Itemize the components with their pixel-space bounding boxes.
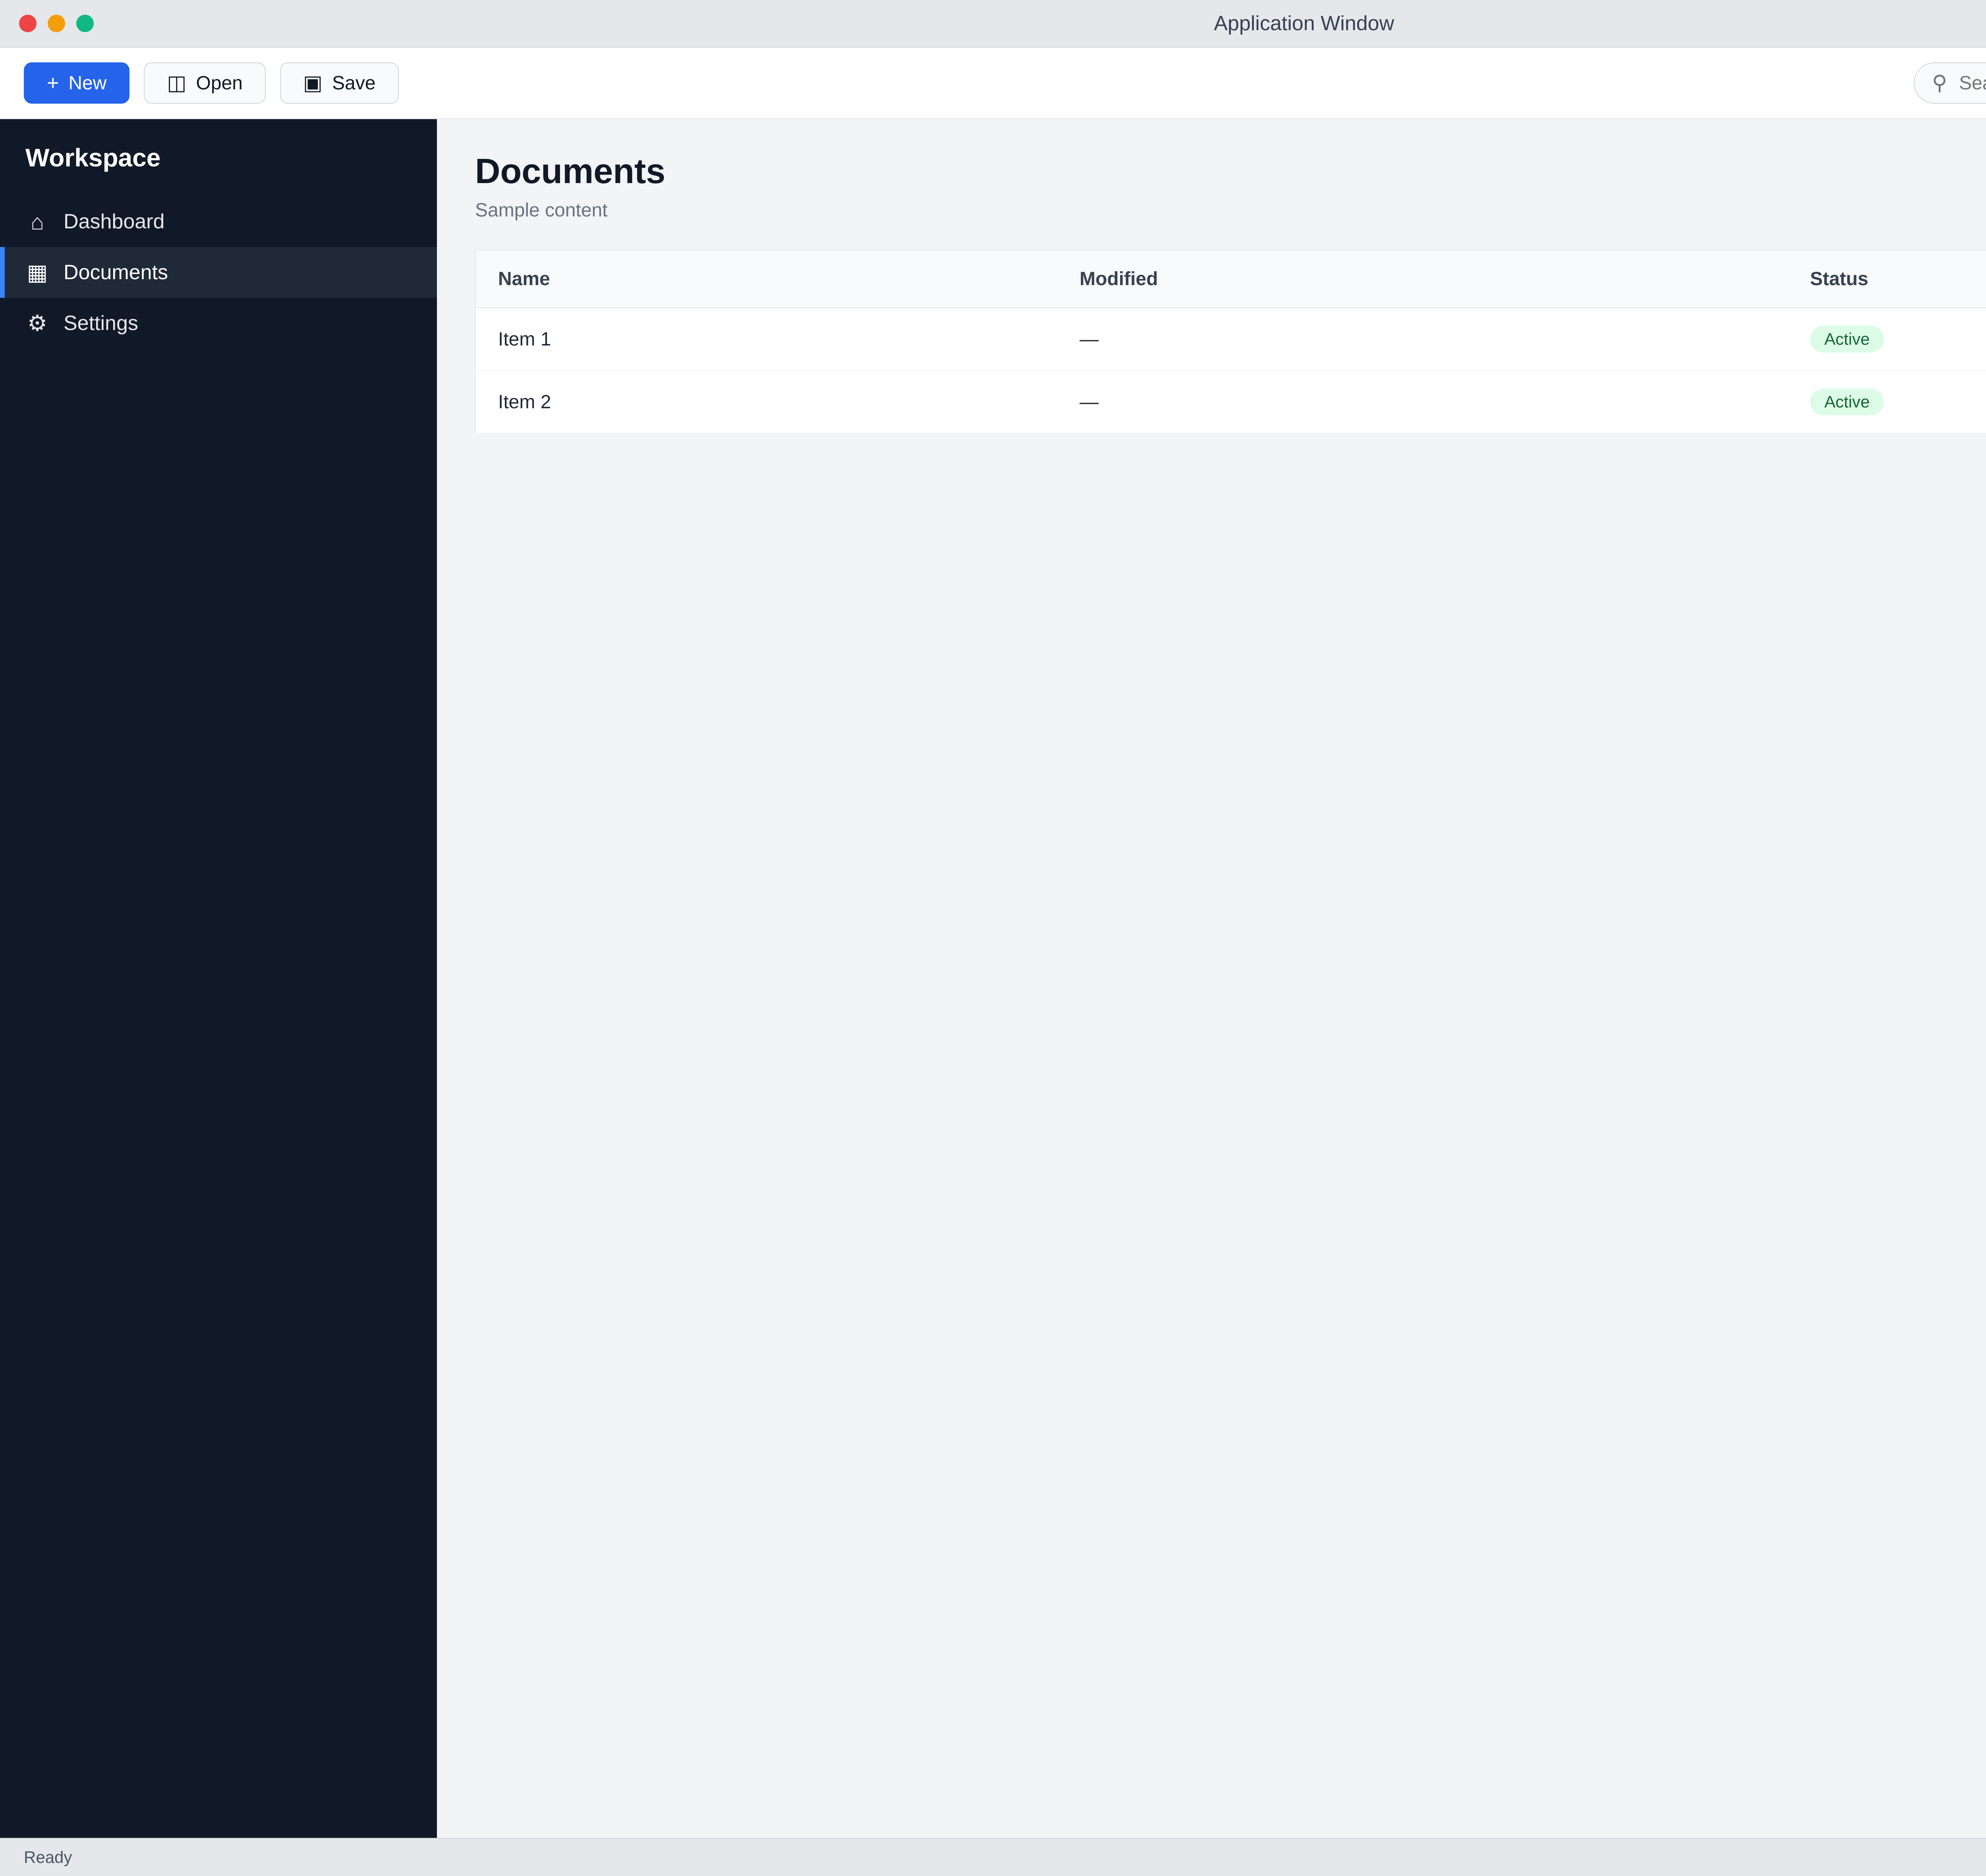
home-icon: ⌂ (31, 209, 44, 234)
status-badge: Active (1810, 326, 1884, 353)
sidebar-brand: Workspace (25, 143, 161, 172)
new-button[interactable] (24, 62, 129, 104)
save-icon: ▣ (303, 71, 323, 95)
status-bar (0, 1838, 1986, 1876)
cell-modified: — (1057, 371, 1788, 433)
sidebar-item-label: Dashboard (64, 210, 165, 233)
cell-status (1788, 371, 1986, 433)
window-controls (19, 15, 94, 32)
sidebar (0, 119, 437, 1838)
maximize-window-button[interactable] (76, 15, 94, 32)
documents-table (475, 250, 1986, 434)
search-icon: ⚲ (1932, 71, 1947, 95)
sidebar-item-dashboard[interactable] (0, 196, 437, 247)
search-box (1914, 62, 1986, 104)
table-row[interactable] (475, 308, 1986, 371)
folder-icon: ▦ (27, 260, 48, 285)
status-text: Ready (24, 1848, 72, 1866)
folder-open-icon: ◫ (167, 71, 187, 95)
sidebar-item-documents[interactable] (0, 247, 437, 298)
cell-name: Item 2 (475, 371, 1057, 433)
sidebar-item-settings[interactable] (0, 298, 437, 349)
minimize-window-button[interactable] (48, 15, 65, 32)
new-button-label: New (68, 72, 107, 94)
table-header-row (475, 250, 1986, 308)
sidebar-item-label: Settings (64, 312, 138, 335)
content-area (0, 119, 1986, 1838)
column-header-modified[interactable]: Modified (1057, 250, 1788, 308)
main-panel (437, 119, 1986, 1838)
plus-icon: + (47, 71, 59, 95)
open-button-label: Open (196, 72, 243, 94)
save-button[interactable] (280, 62, 399, 104)
page-title: Documents (475, 151, 666, 191)
status-badge: Active (1810, 388, 1884, 415)
column-header-name[interactable]: Name (475, 250, 1057, 308)
window-title: Application Window (1214, 12, 1394, 35)
save-button-label: Save (332, 72, 376, 94)
open-button[interactable] (144, 62, 266, 104)
page-subtitle: Sample content (475, 200, 608, 221)
sidebar-item-label: Documents (64, 261, 168, 284)
title-bar (0, 0, 1986, 48)
toolbar (0, 48, 1986, 119)
search-input[interactable] (1958, 72, 1986, 95)
cell-name: Item 1 (475, 308, 1057, 371)
cell-modified: — (1057, 308, 1788, 371)
table-row[interactable] (475, 371, 1986, 433)
column-header-status[interactable]: Status (1788, 250, 1986, 308)
cell-status (1788, 308, 1986, 371)
close-window-button[interactable] (19, 15, 37, 32)
gear-icon: ⚙ (27, 311, 48, 336)
